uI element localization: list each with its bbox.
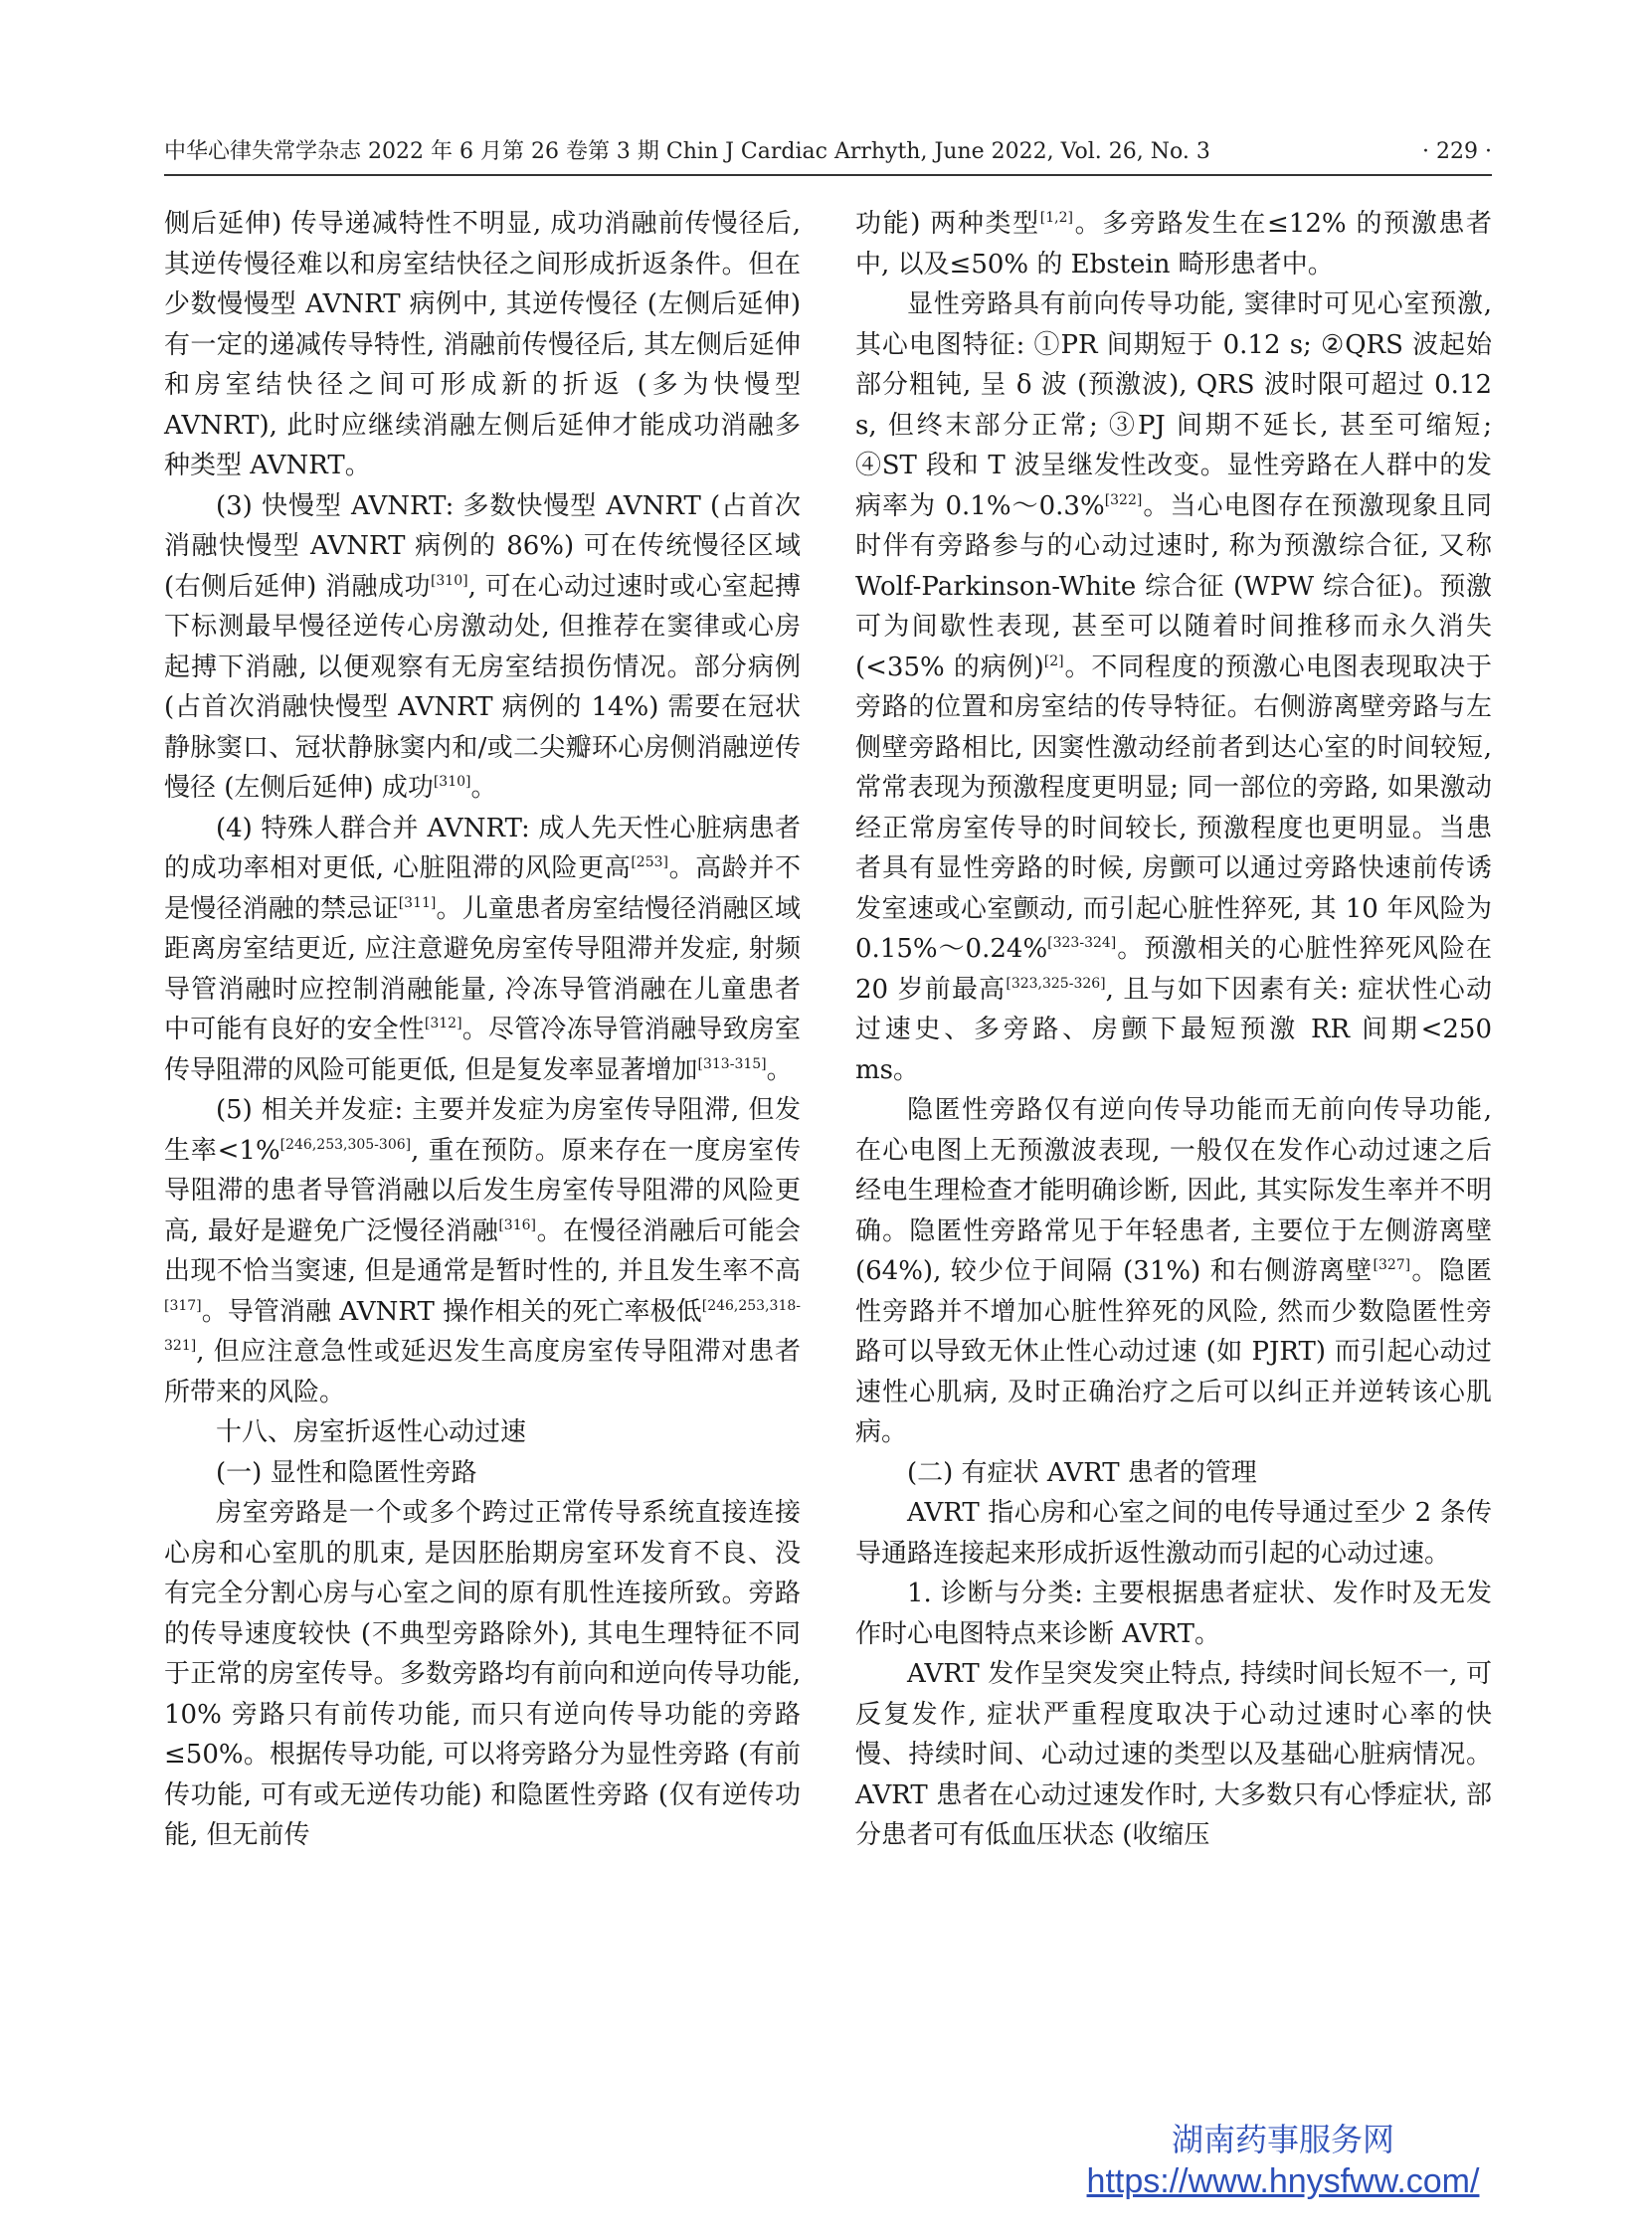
citation: [313-315]: [697, 1055, 767, 1072]
citation: [322]: [1104, 491, 1143, 508]
right-column: [855, 204, 1492, 1856]
paragraph: 显性旁路具有前向传导功能, 窦律时可见心室预激, 其心电图特征: ①PR 间期短于 0.12 s; ②QRS 波起始部分粗钝, 呈 δ 波 (预激波), QRS 波时限可超过 0.12 s, 但终末部分正常; ③PJ 间期不延长, 甚至可缩短; ④ST 段和 T 波呈继发性改变。显性旁路在人群中的发病率为 0.1%～0.3%[322]。当心电图存在预激现象且同时伴有旁路参与的心动过速时, 称为预激综合征, 又称 Wolf-Parkinson-White 综合征 (WPW 综合征)。预激可为间歇性表现, 甚至可以随着时间推移而永久消失 (<35% 的病例)[2]。不同程度的预激心电图表现取决于旁路的位置和房室结的传导特征。右侧游离壁旁路与左侧壁旁路相比, 因窦性激动经前者到达心室的时间较短, 常常表现为预激程度更明显; 同一部位的旁路, 如果激动经正常房室传导的时间较长, 预激程度也更明显。当患者具有显性旁路的时候, 房颤可以通过旁路快速前传诱发室速或心室颤动, 而引起心脏性猝死, 其 10 年风险为 0.15%～0.24%[323-324]。预激相关的心脏性猝死风险在 20 岁前最高[323,325-326], 且与如下因素有关: 症状性心动过速史、多旁路、房颤下最短预激 RR 间期<250 ms。: [855, 289, 1492, 1085]
subsection-heading: (二) 有症状 AVRT 患者的管理: [907, 1457, 1257, 1488]
paragraph: AVRT 指心房和心室之间的电传导通过至少 2 条传导通路连接起来形成折返性激动而引起的心动过速。: [855, 1498, 1492, 1569]
citation: [312]: [424, 1016, 462, 1031]
citation: [323-324]: [1047, 935, 1117, 951]
citation: [246,253,305-306]: [279, 1136, 412, 1153]
paragraph: 侧后延伸) 传导递减特性不明显, 成功消融前传慢径后, 其逆传慢径难以和房室结快径之间形成折返条件。但在少数慢慢型 AVNRT 病例中, 其逆传慢径 (左侧后延伸) 有一定的递减传导特性, 消融前传慢径后, 其左侧后延伸和房室结快径之间可形成新的折返 (多为快慢型 AVNRT), 此时应继续消融左侧后延伸才能成功消融多种类型 AVNRT。: [164, 209, 801, 480]
left-column: [164, 204, 801, 1856]
citation: [246,253,318-321]: [164, 1297, 801, 1354]
citation: [323,325-326]: [1006, 975, 1106, 992]
paragraph: (5) 相关并发症: 主要并发症为房室传导阻滞, 但发生率<1%[246,253,305-306], 重在预防。原来存在一度房室传导阻滞的患者导管消融以后发生房室传导阻滞的风险更高, 最好是避免广泛慢径消融[316]。在慢径消融后可能会出现不恰当窦速, 但是通常是暂时性的, 并且发生率不高[317]。导管消融 AVNRT 操作相关的死亡率极低[246,253,318-321], 但应注意急性或延迟发生高度房室传导阻滞对患者所带来的风险。: [164, 1095, 801, 1407]
citation: [317]: [164, 1297, 202, 1314]
citation: [2]: [1043, 653, 1064, 669]
watermark-url-link[interactable]: https://www.hnysfww.com/: [1086, 2162, 1480, 2200]
subsection-heading: (一) 显性和隐匿性旁路: [216, 1457, 477, 1488]
citation: [310]: [430, 572, 468, 589]
paragraph: (3) 快慢型 AVNRT: 多数快慢型 AVNRT (占首次消融快慢型 AVNRT 病例的 86%) 可在传统慢径区域 (右侧后延伸) 消融成功[310], 可在心动过速时或心室起搏下标测最早慢径逆传心房激动处, 但推荐在窦律或心房起搏下消融, 以便观察有无房室结损伤情况。部分病例 (占首次消融快慢型 AVNRT 病例的 14%) 需要在冠状静脉窦口、冠状静脉窦内和/或二尖瓣环心房侧消融逆传慢径 (左侧后延伸) 成功[310]。: [164, 490, 801, 803]
watermark-site-name: 湖南药事服务网: [1171, 2122, 1394, 2157]
citation: [1,2]: [1039, 210, 1073, 226]
running-header: [164, 137, 1492, 167]
paragraph: 隐匿性旁路仅有逆向传导功能而无前向传导功能, 在心电图上无预激波表现, 一般仅在发作心动过速之后经电生理检查才能明确诊断, 因此, 其实际发生率并不明确。隐匿性旁路常见于年轻患者, 主要位于左侧游离壁 (64%), 较少位于间隔 (31%) 和右侧游离壁[327]。隐匿性旁路并不增加心脏性猝死的风险, 然而少数隐匿性旁路可以导致无休止性心动过速 (如 PJRT) 而引起心动过速性心肌病, 及时正确治疗之后可以纠正并逆转该心肌病。: [855, 1095, 1492, 1447]
citation: [316]: [498, 1216, 536, 1233]
citation: [327]: [1373, 1257, 1411, 1273]
journal-citation: 中华心律失常学杂志 2022 年 6 月第 26 卷第 3 期 Chin J Cardiac Arrhyth, June 2022, Vol. 26, No. 3: [164, 139, 1210, 164]
citation: [311]: [398, 894, 437, 911]
header-rule: [164, 174, 1492, 176]
citation: [310]: [433, 774, 471, 790]
paragraph: 1. 诊断与分类: 主要根据患者症状、发作时及无发作时心电图特点来诊断 AVRT。: [855, 1579, 1492, 1649]
paragraph: (4) 特殊人群合并 AVNRT: 成人先天性心脏病患者的成功率相对更低, 心脏阻滞的风险更高[253]。高龄并不是慢径消融的禁忌证[311]。儿童患者房室结慢径消融区域距离房室结更近, 应注意避免房室传导阻滞并发症, 射频导管消融时应控制消融能量, 冷冻导管消融在儿童患者中可能有良好的安全性[312]。尽管冷冻导管消融导致房室传导阻滞的风险可能更低, 但是复发率显著增加[313-315]。: [164, 813, 801, 1085]
paragraph: 功能) 两种类型[1,2]。多旁路发生在≤12% 的预激患者中, 以及≤50% 的 Ebstein 畸形患者中。: [855, 209, 1492, 280]
paragraph: AVRT 发作呈突发突止特点, 持续时间长短不一, 可反复发作, 症状严重程度取决于心动过速时心率的快慢、持续时间、心动过速的类型以及基础心脏病情况。AVRT 患者在心动过速发作时, 大多数只有心悸症状, 部分患者可有低血压状态 (收缩压: [855, 1659, 1492, 1850]
page-number: · 229 ·: [1422, 139, 1492, 164]
citation: [253]: [631, 854, 668, 870]
section-heading: 十八、房室折返性心动过速: [216, 1417, 527, 1447]
paragraph: 房室旁路是一个或多个跨过正常传导系统直接连接心房和心室肌的肌束, 是因胚胎期房室环发育不良、没有完全分割心房与心室之间的原有肌性连接所致。旁路的传导速度较快 (不典型旁路除外), 其电生理特征不同于正常的房室传导。多数旁路均有前向和逆向传导功能, 10% 旁路只有前传功能, 而只有逆向传导功能的旁路≤50%。根据传导功能, 可以将旁路分为显性旁路 (有前传功能, 可有或无逆传功能) 和隐匿性旁路 (仅有逆传功能, 但无前传: [164, 1498, 801, 1850]
watermark: [1014, 2119, 1552, 2202]
